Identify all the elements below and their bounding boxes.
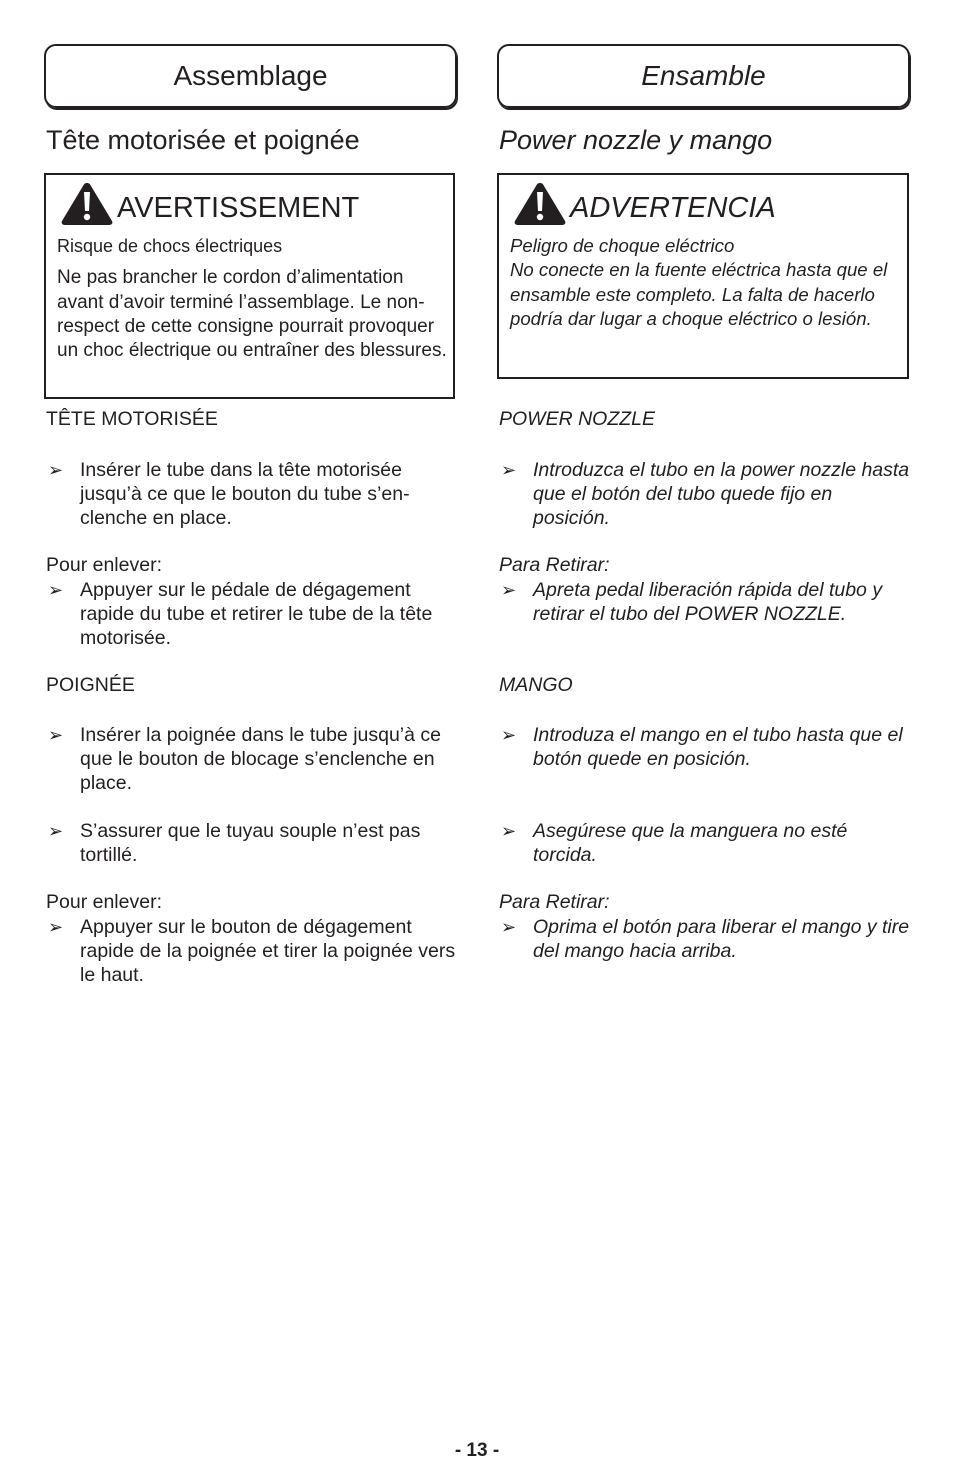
list-item <box>44 723 457 795</box>
subtitle-es: Power nozzle y mango <box>499 125 773 155</box>
warning-risk-fr: Risque de chocs électriques <box>57 236 283 256</box>
bullet-arrow-icon: ➢ <box>48 821 64 841</box>
heading-nozzle-fr: TÊTE MOTORISÉE <box>46 408 218 430</box>
bullet-arrow-icon: ➢ <box>48 725 64 745</box>
remove-label-fr: Pour enlever: <box>46 891 162 913</box>
step-text: Asegúrese que la manguera no esté torcida. <box>533 820 848 866</box>
bullet-arrow-icon: ➢ <box>501 460 517 480</box>
heading-handle-es: MANGO <box>499 674 573 696</box>
step-text: Introduzca el tubo en la power nozzle hasta que el botón del tubo quede fijo en posición. <box>533 459 910 529</box>
warning-title-es: ADVERTENCIA <box>570 191 776 224</box>
warning-title-fr: AVERTISSEMENT <box>117 191 360 224</box>
list-item <box>497 458 910 530</box>
warning-box-es <box>497 173 909 379</box>
remove-label-fr: Pour enlever: <box>46 554 162 576</box>
list-item <box>497 819 910 867</box>
heading-nozzle-es: POWER NOZZLE <box>499 408 656 430</box>
section-title-ensamble: Ensamble <box>497 44 910 108</box>
warning-header-es <box>512 181 776 227</box>
step-text: Appuyer sur le pédale de dégagement rapide du tube et retirer le tube de la tête motorisée. <box>80 579 433 649</box>
step-text: Insérer la poignée dans le tube jusqu’à ce que le bouton de blocage s’enclenche en place. <box>80 724 441 794</box>
warning-header-fr <box>59 181 359 227</box>
list-item <box>44 915 457 987</box>
remove-label-es: Para Retirar: <box>499 891 610 913</box>
list-item <box>497 723 910 771</box>
list-item <box>497 578 910 626</box>
step-text: Oprima el botón para liberar el mango y tire del mango hacia arriba. <box>533 916 910 962</box>
heading-handle-fr: POIGNÉE <box>46 674 135 696</box>
step-text: Introduza el mango en el tubo hasta que el botón quede en posición. <box>533 724 903 770</box>
remove-label-es: Para Retirar: <box>499 554 610 576</box>
bullet-arrow-icon: ➢ <box>501 917 517 937</box>
list-item <box>44 578 457 650</box>
page-number: - 13 - <box>454 1440 500 1461</box>
bullet-arrow-icon: ➢ <box>48 580 64 600</box>
list-item <box>44 458 457 530</box>
bullet-arrow-icon: ➢ <box>48 460 64 480</box>
warning-box-fr <box>44 173 455 399</box>
subtitle-fr: Tête motorisée et poignée <box>46 125 360 155</box>
bullet-arrow-icon: ➢ <box>48 917 64 937</box>
warning-text-fr: Ne pas brancher le cordon d’alimentation avant d’avoir terminé l’assemblage. Le non-respect de cette consigne pourrait provoquer un choc électrique ou entraîner des blessures. <box>57 267 447 362</box>
bullet-arrow-icon: ➢ <box>501 821 517 841</box>
section-title-assemblage: Assemblage <box>44 44 457 108</box>
bullet-arrow-icon: ➢ <box>501 725 517 745</box>
warning-triangle-icon <box>512 181 568 227</box>
step-text: Insérer le tube dans la tête motorisée jusqu’à ce que le bouton du tube s’en-clenche en place. <box>80 459 410 529</box>
warning-risk-es: Peligro de choque eléctrico <box>510 235 735 256</box>
list-item <box>44 819 457 867</box>
list-item <box>497 915 910 963</box>
warning-triangle-icon <box>59 181 115 227</box>
warning-text-es: No conecte en la fuente eléctrica hasta que el ensamble este completo. La falta de hacerlo podría dar lugar a choque eléctrico o lesión. <box>510 259 888 329</box>
warning-body-es <box>510 234 903 331</box>
step-text: S’assurer que le tuyau souple n’est pas tortillé. <box>80 820 421 866</box>
bullet-arrow-icon: ➢ <box>501 580 517 600</box>
warning-body-fr <box>57 234 449 363</box>
step-text: Appuyer sur le bouton de dégagement rapide de la poignée et tirer la poignée vers le haut. <box>80 916 456 986</box>
step-text: Apreta pedal liberación rápida del tubo y retirar el tubo del POWER NOZZLE. <box>533 579 883 625</box>
